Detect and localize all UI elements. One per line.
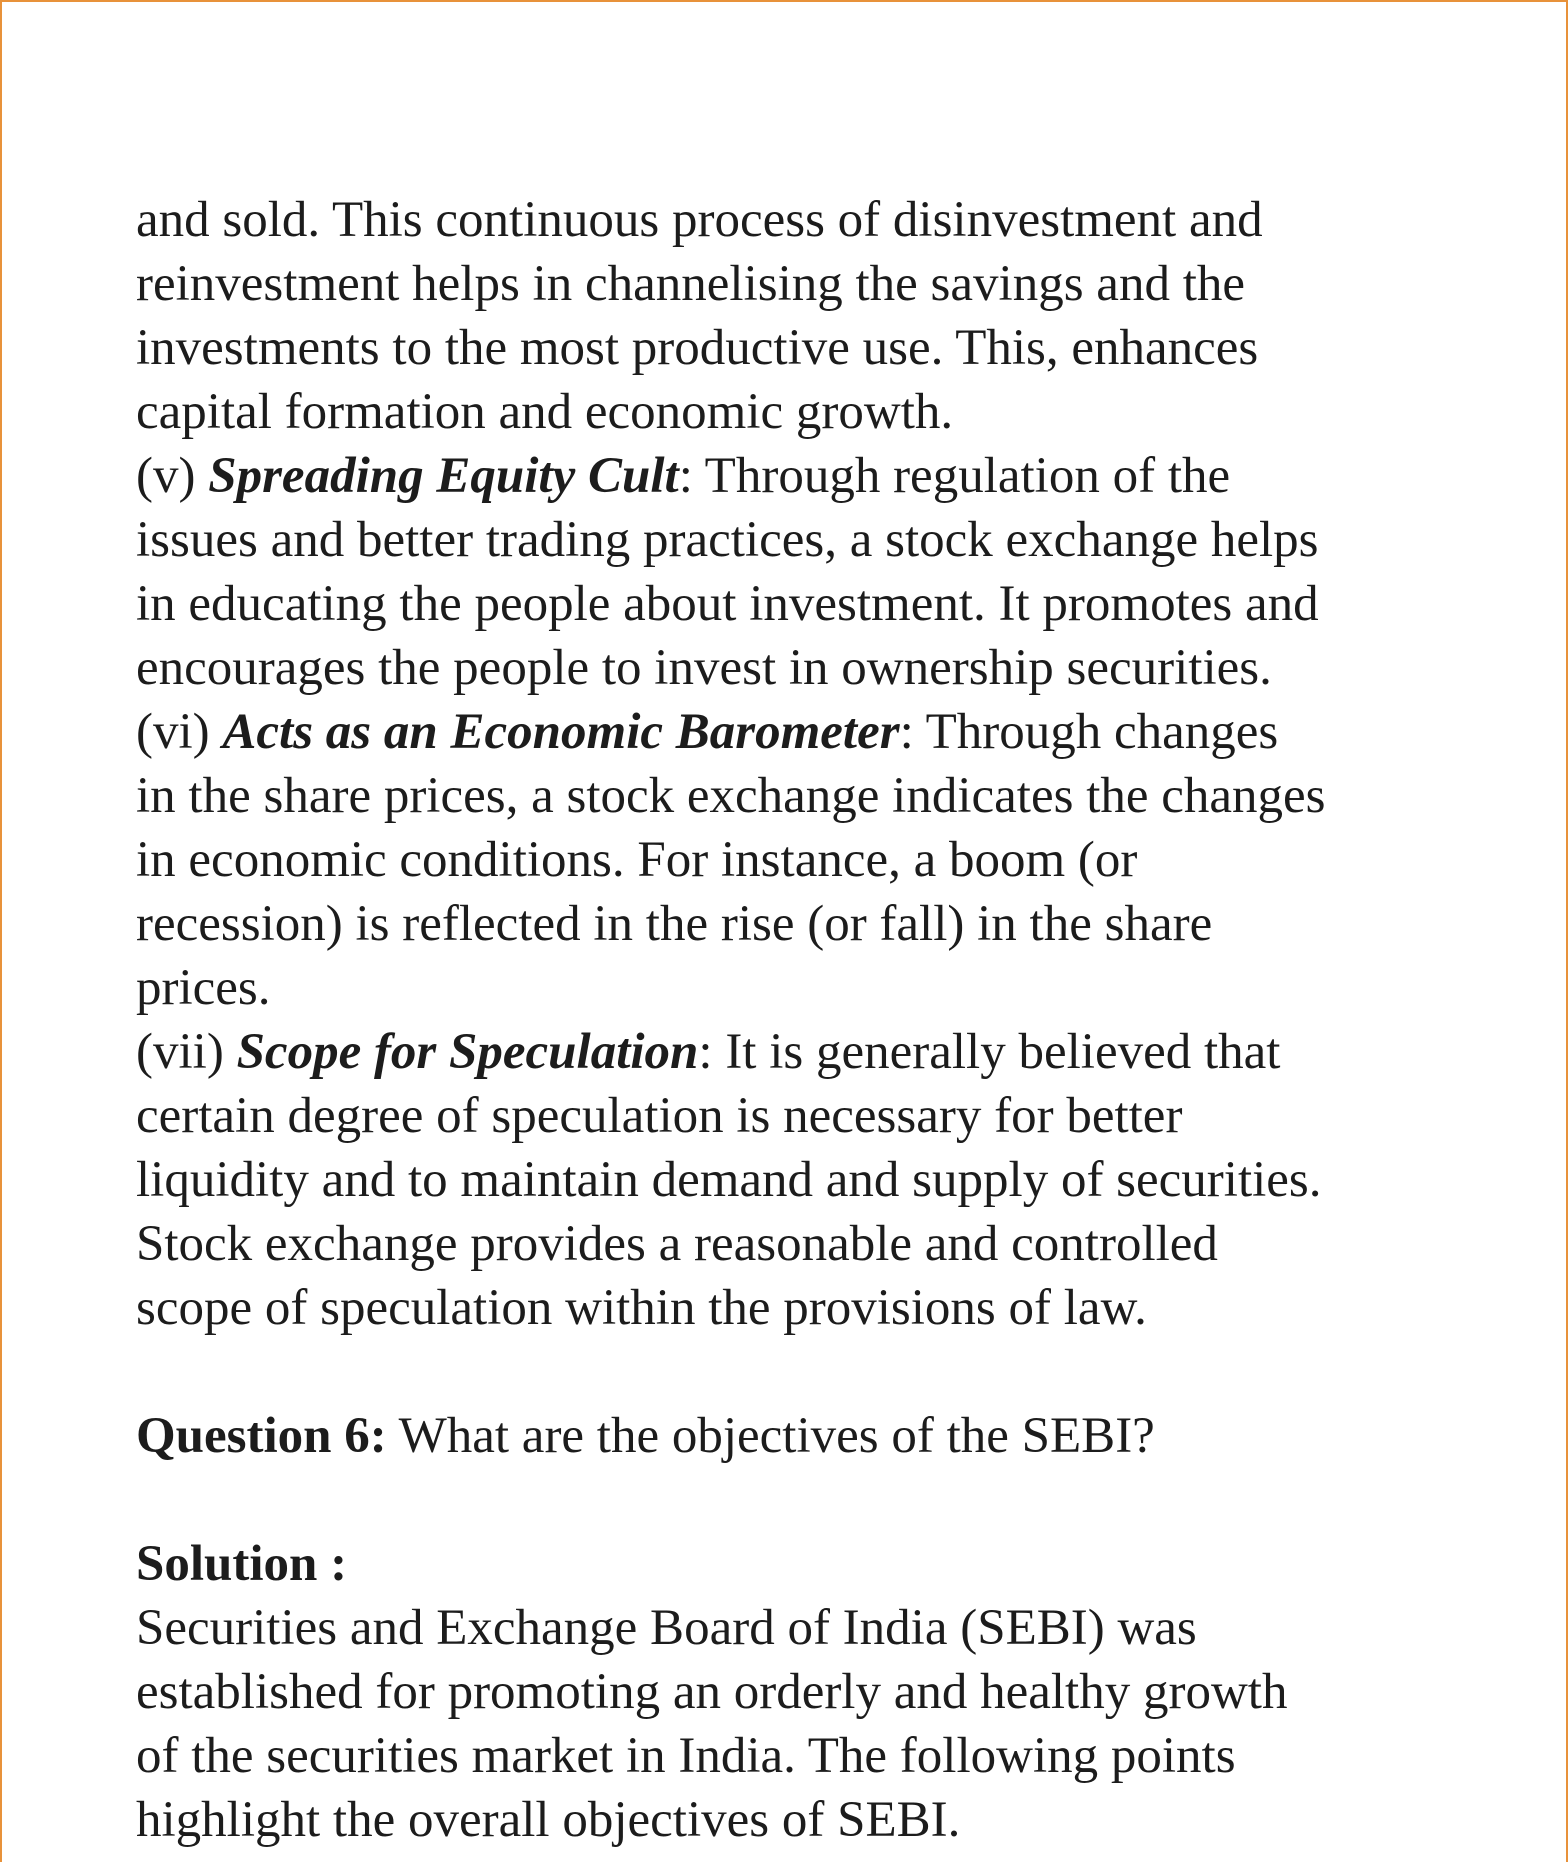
point-text: : It is generally believed that — [698, 1024, 1281, 1080]
text-line: in economic conditions. For instance, a boom (or — [136, 832, 1138, 888]
paragraph-capital-formation — [136, 188, 1476, 444]
point-text: : Through regulation of the — [678, 448, 1231, 504]
text-line — [136, 444, 1476, 508]
point-number: (v) — [136, 448, 209, 504]
text-line: in the share prices, a stock exchange indicates the changes — [136, 768, 1326, 824]
text-line: and sold. This continuous process of disinvestment and — [136, 192, 1263, 248]
text-line: scope of speculation within the provisions of law. — [136, 1280, 1147, 1336]
text-line: in educating the people about investment. It promotes and — [136, 576, 1319, 632]
point-title: Acts as an Economic Barometer — [222, 704, 900, 760]
text-line: liquidity and to maintain demand and supply of securities. — [136, 1152, 1322, 1208]
text-line: certain degree of speculation is necessary for better — [136, 1088, 1183, 1144]
point-v-spreading-equity-cult — [136, 444, 1476, 700]
point-title: Scope for Speculation — [236, 1024, 699, 1080]
text-line: reinvestment helps in channelising the savings and the — [136, 256, 1246, 312]
text-line: capital formation and economic growth. — [136, 384, 954, 440]
text-line — [136, 700, 1476, 764]
document-body — [136, 188, 1476, 1852]
point-text: : Through changes — [899, 704, 1279, 760]
spacer — [136, 1340, 1476, 1404]
text-line: of the securities market in India. The following points — [136, 1728, 1236, 1784]
text-line — [136, 1020, 1476, 1084]
text-line: Stock exchange provides a reasonable and controlled — [136, 1216, 1218, 1272]
text-line: encourages the people to invest in ownership securities. — [136, 640, 1272, 696]
point-number: (vi) — [136, 704, 223, 760]
point-vii-scope-for-speculation — [136, 1020, 1476, 1340]
question-text: What are the objectives of the SEBI? — [386, 1408, 1155, 1464]
question-line — [136, 1404, 1476, 1468]
point-vi-economic-barometer — [136, 700, 1476, 1020]
spacer — [136, 1468, 1476, 1532]
text-line: highlight the overall objectives of SEBI. — [136, 1792, 961, 1848]
text-line: established for promoting an orderly and healthy growth — [136, 1664, 1288, 1720]
text-line: recession) is reflected in the rise (or fall) in the share — [136, 896, 1213, 952]
solution — [136, 1532, 1476, 1852]
text-line: prices. — [136, 960, 271, 1016]
text-line: investments to the most productive use. This, enhances — [136, 320, 1259, 376]
solution-label: Solution : — [136, 1536, 348, 1592]
text-line: issues and better trading practices, a stock exchange helps — [136, 512, 1319, 568]
text-line: Securities and Exchange Board of India (SEBI) was — [136, 1600, 1197, 1656]
question-6 — [136, 1404, 1476, 1468]
point-title: Spreading Equity Cult — [208, 448, 679, 504]
question-label: Question 6: — [136, 1408, 387, 1464]
point-number: (vii) — [136, 1024, 237, 1080]
